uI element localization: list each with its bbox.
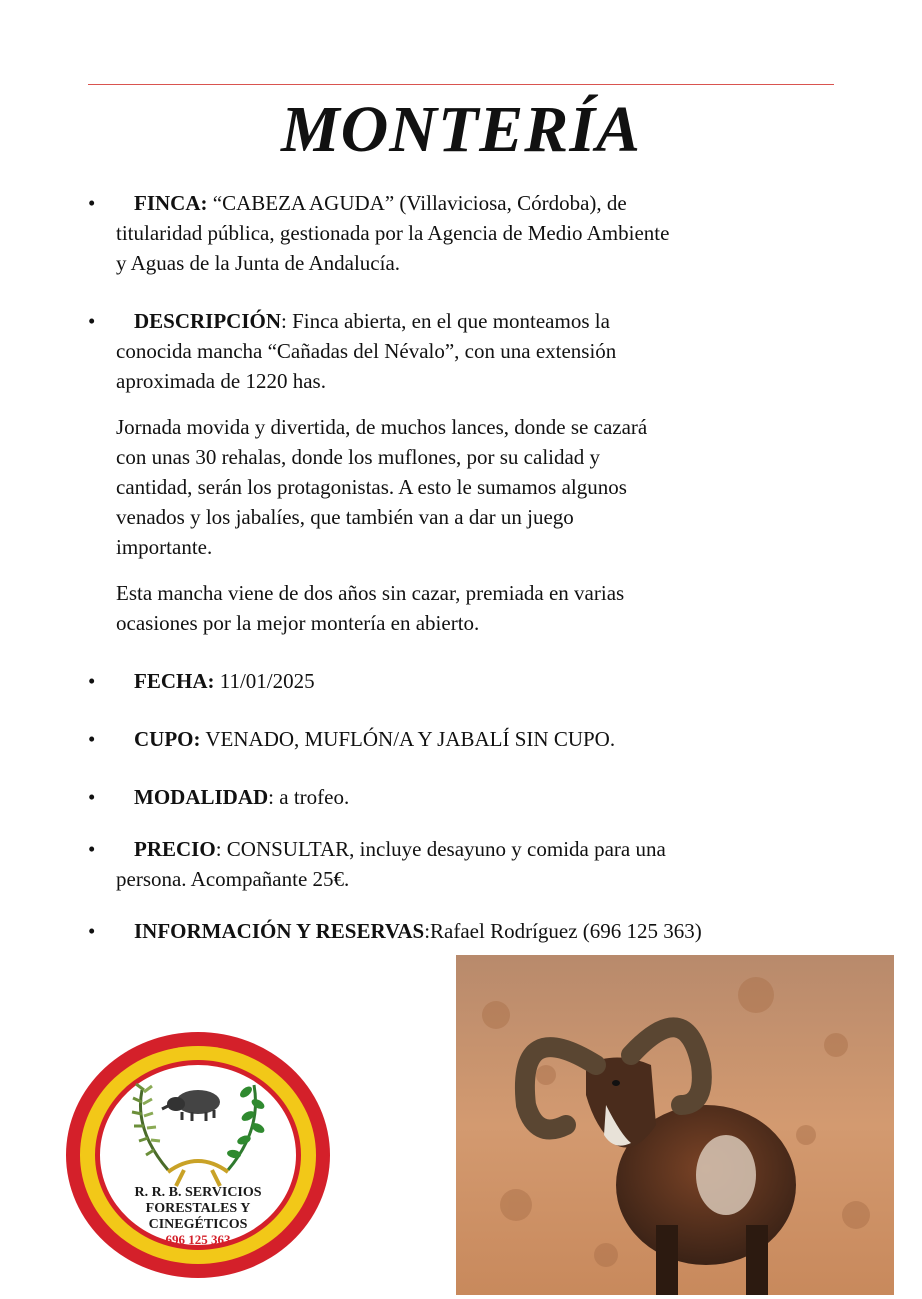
list-item-descripcion <box>88 306 848 396</box>
finca-value: “CABEZA AGUDA” (Villaviciosa, Córdoba), de <box>207 191 627 215</box>
list-item-cupo <box>88 724 848 754</box>
precio-value: : CONSULTAR, incluye desayuno y comida para una <box>215 837 666 861</box>
paragraph-line: Jornada movida y divertida, de muchos lances, donde se cazará <box>116 415 648 439</box>
paragraph-line: Esta mancha viene de dos años sin cazar, premiada en varias <box>116 581 625 605</box>
descripcion-value: : Finca abierta, en el que monteamos la <box>281 309 610 333</box>
logo-text-line3: CINEGÉTICOS <box>148 1217 248 1232</box>
list-item-fecha <box>88 666 848 696</box>
logo-text-line1: R. R. B. SERVICIOS <box>134 1185 262 1200</box>
descripcion-label: DESCRIPCIÓN <box>134 309 282 333</box>
paragraph-line: importante. <box>116 535 213 559</box>
descripcion-line: aproximada de 1220 has. <box>116 369 326 393</box>
company-logo <box>64 1030 332 1280</box>
descripcion-line: conocida mancha “Cañadas del Névalo”, con una extensión <box>116 339 617 363</box>
mouflon-photo <box>456 955 894 1295</box>
finca-label: FINCA: <box>134 191 208 215</box>
finca-line: titularidad pública, gestionada por la Agencia de Medio Ambiente <box>116 221 670 245</box>
list-item-info <box>88 916 848 946</box>
paragraph-line: cantidad, serán los protagonistas. A esto le sumamos algunos <box>116 475 627 499</box>
paragraph-line: con unas 30 rehalas, donde los muflones, por su calidad y <box>116 445 601 469</box>
modalidad-value: : a trofeo. <box>268 785 350 809</box>
cupo-value: VENADO, MUFLÓN/A Y JABALÍ SIN CUPO. <box>200 727 616 751</box>
bullet: • <box>88 727 96 751</box>
page-title: MONTERÍA <box>280 93 642 166</box>
bullet: • <box>88 785 96 809</box>
bullet: • <box>88 837 96 861</box>
logo-text-line2: FORESTALES Y <box>145 1201 251 1216</box>
list-item-modalidad <box>88 782 848 812</box>
list-item-precio <box>88 834 848 894</box>
bullet: • <box>88 309 96 333</box>
list-item-finca <box>88 188 848 278</box>
info-list <box>88 188 848 946</box>
descripcion-paragraph-3 <box>88 578 848 638</box>
top-rule <box>88 84 834 85</box>
bullet: • <box>88 191 96 215</box>
paragraph-line: venados y los jabalíes, que también van a dar un juego <box>116 505 574 529</box>
paragraph-line: ocasiones por la mejor montería en abierto. <box>116 611 480 635</box>
bullet: • <box>88 669 96 693</box>
fecha-value: 11/01/2025 <box>214 669 315 693</box>
bullet: • <box>88 919 96 943</box>
info-value: :Rafael Rodríguez (696 125 363) <box>424 919 702 943</box>
precio-label: PRECIO <box>134 837 216 861</box>
info-label: INFORMACIÓN Y RESERVAS <box>134 919 425 943</box>
descripcion-paragraph-2 <box>88 412 848 562</box>
modalidad-label: MODALIDAD <box>134 785 269 809</box>
cupo-label: CUPO: <box>134 727 201 751</box>
precio-line: persona. Acompañante 25€. <box>116 867 350 891</box>
fecha-label: FECHA: <box>134 669 215 693</box>
logo-phone: 696 125 363 <box>165 1232 231 1247</box>
finca-line: y Aguas de la Junta de Andalucía. <box>116 251 401 275</box>
